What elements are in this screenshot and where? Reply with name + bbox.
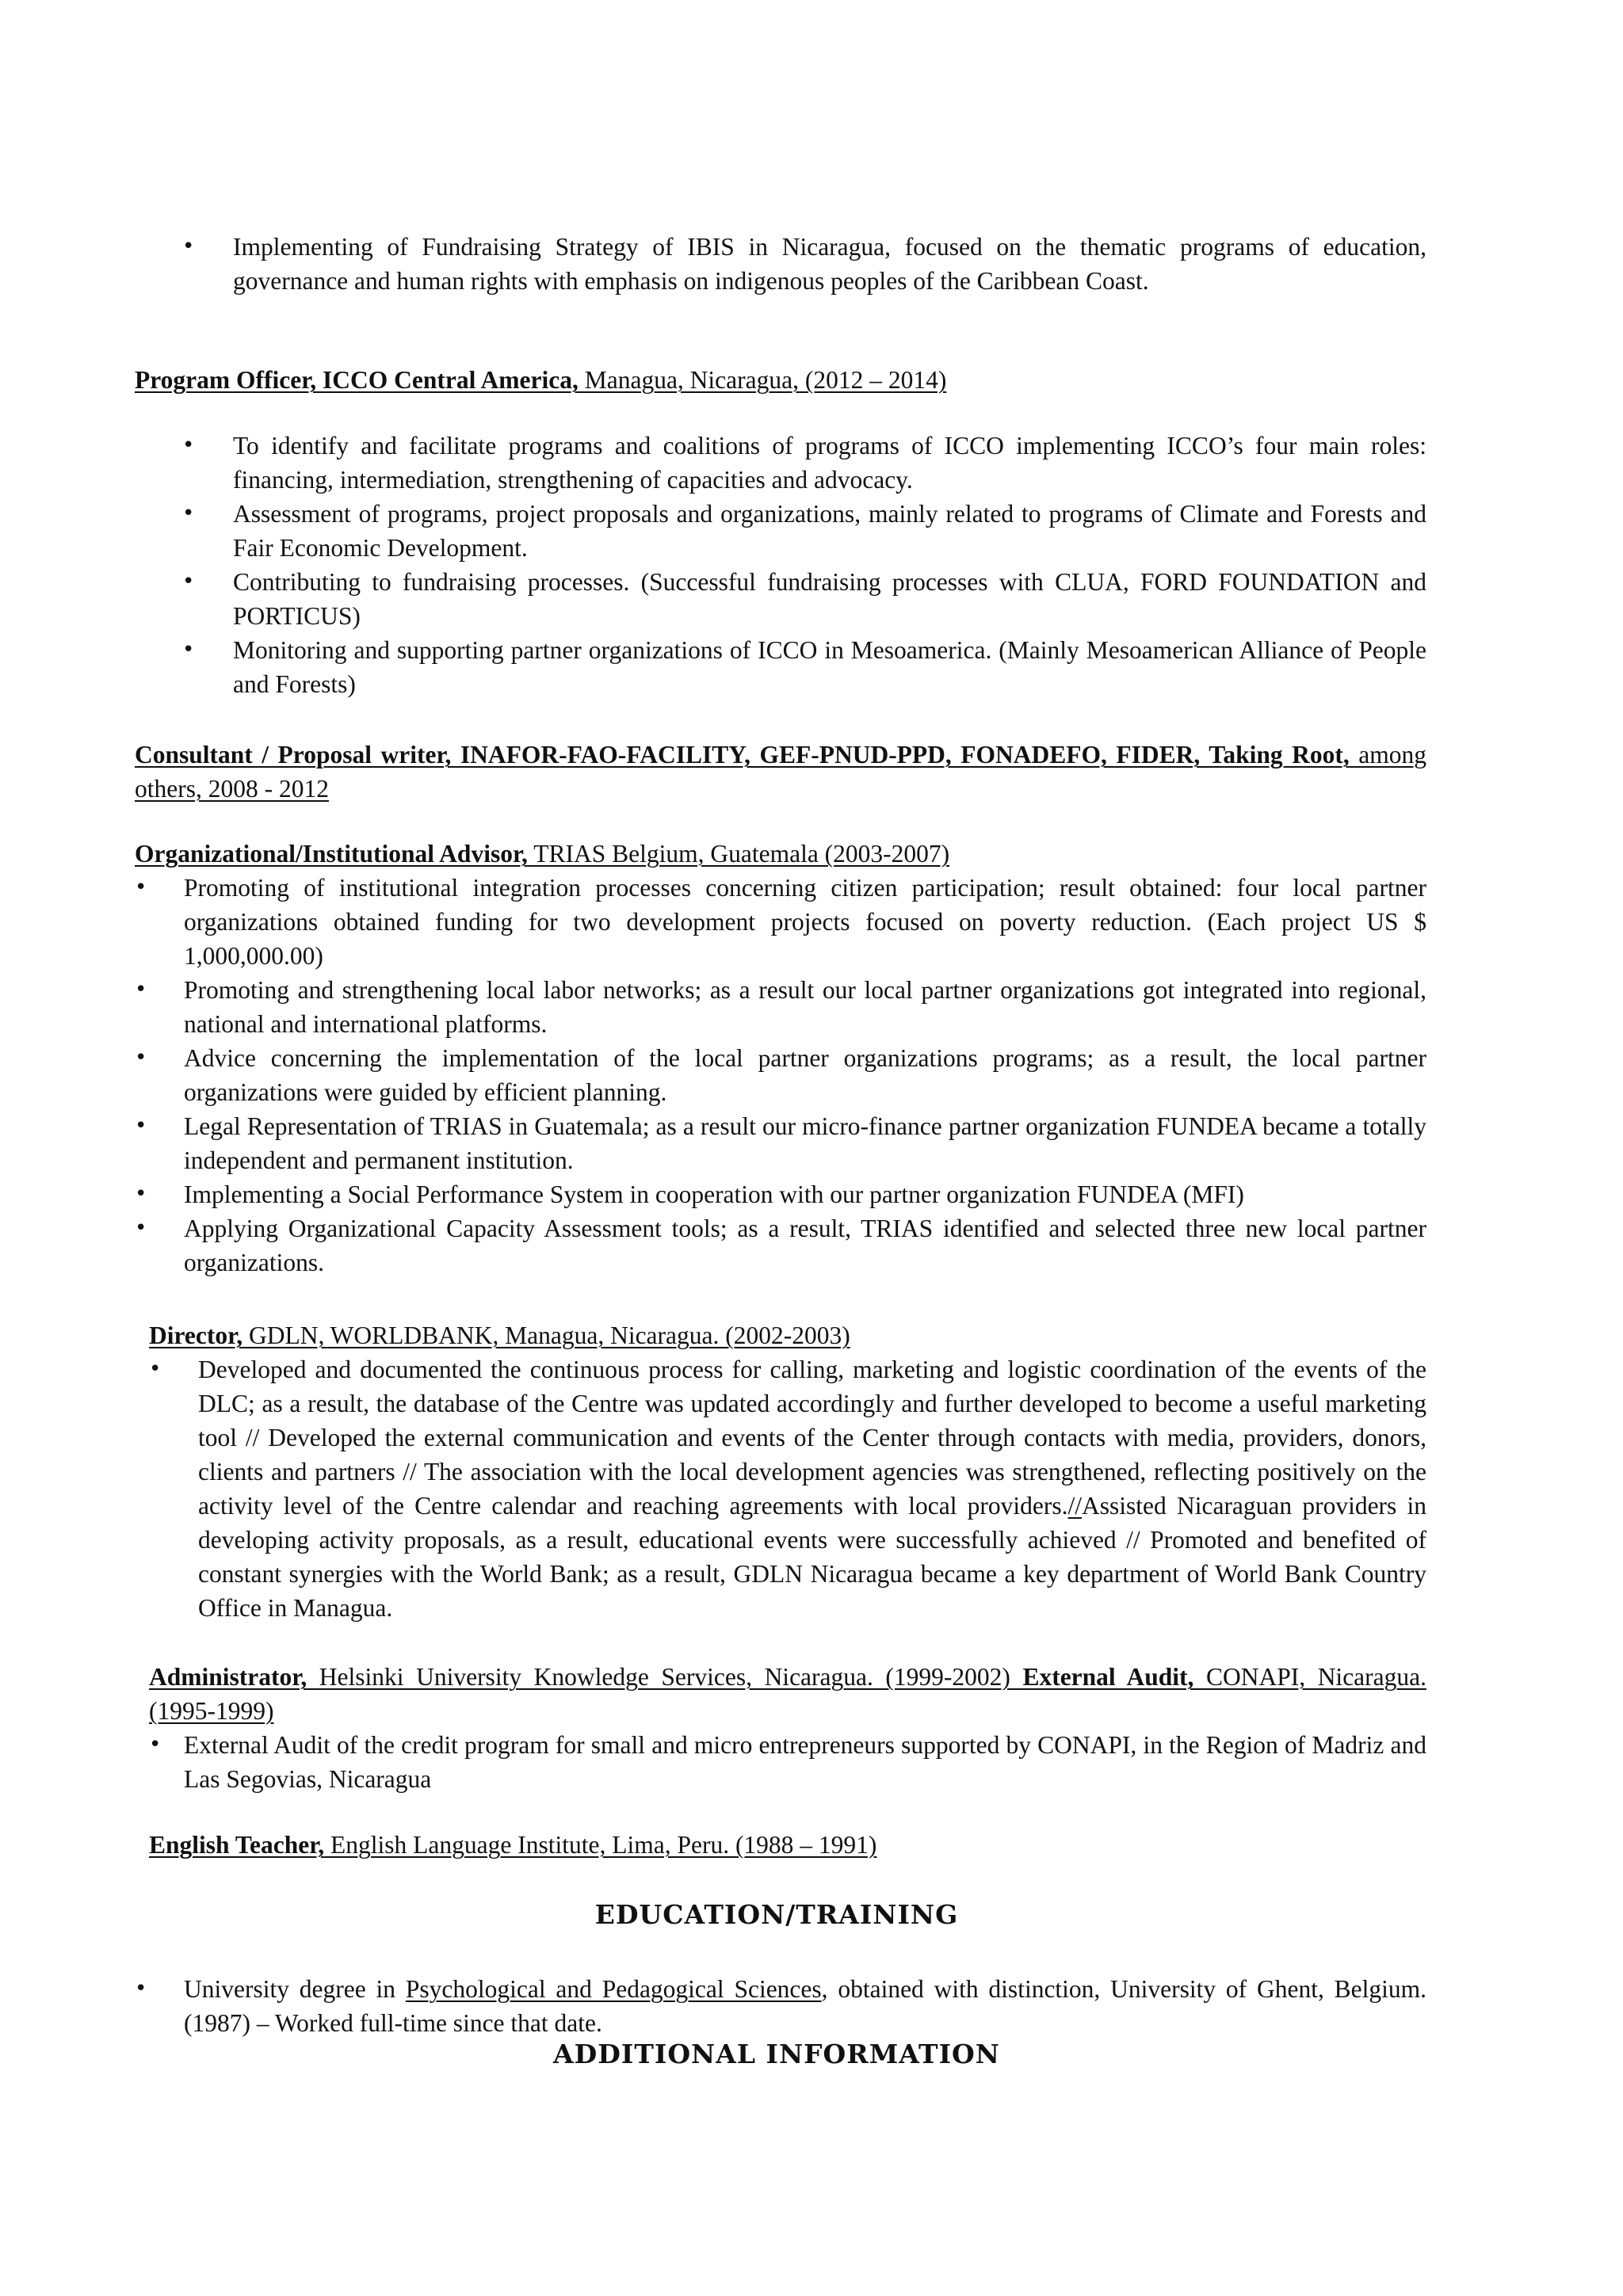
list-item-text: Contributing to fundraising processes. (Successful fundraising processes with CLUA, FORD FOUNDATION and PORTICUS)	[233, 568, 1426, 630]
list-item-text: Implementing a Social Performance System in cooperation with our partner organization FUNDEA (MFI)	[184, 1180, 1244, 1208]
teacher-title-line	[149, 1831, 876, 1859]
list-item	[135, 973, 1426, 1041]
bullet-icon: •	[149, 1733, 162, 1756]
bullet-icon: •	[182, 638, 195, 662]
list-item-text: Implementing of Fundraising Strategy of IBIS in Nicaragua, focused on the thematic programs of education, governance and human rights with emphasis on indigenous peoples of the Caribbean Coast.	[233, 233, 1426, 295]
director-location: GDLN, WORLDBANK, Managua, Nicaragua. (2002-2003)	[242, 1322, 850, 1349]
education-degree-link[interactable]: Psychological and Pedagogical Sciences	[405, 1975, 822, 2003]
fundraising-section	[135, 230, 1426, 298]
consultant-title	[135, 738, 1426, 806]
bullet-icon: •	[182, 570, 195, 593]
list-item	[135, 871, 1426, 973]
audit-location: CONAPI, Nicaragua. (1995-1999)	[149, 1663, 1426, 1725]
admin-role: Administrator,	[149, 1663, 307, 1691]
list-item	[135, 1041, 1426, 1109]
bullet-icon: •	[135, 1216, 147, 1240]
director-text-part2: Assisted Nicaraguan providers in developing activity proposals, as a result, educational events were successfully achieved // Promoted and benefited of constant synergies with the World Bank; as a result, GDLN Nicaragua became a key department of World Bank Country Office in Managua.	[198, 1492, 1426, 1622]
icco-list	[135, 429, 1426, 701]
list-item-text: Advice concerning the implementation of the local partner organizations programs; as a result, the local partner organizations were guided by efficient planning.	[184, 1044, 1426, 1106]
list-item-text: Monitoring and supporting partner organizations of ICCO in Mesoamerica. (Mainly Mesoamerican Alliance of People and Forests)	[233, 636, 1426, 698]
bullet-icon: •	[135, 1977, 147, 2000]
bullet-icon: •	[135, 1182, 147, 1206]
director-title-line	[149, 1322, 850, 1349]
bullet-icon: •	[182, 235, 195, 258]
director-list	[149, 1352, 1426, 1625]
bullet-icon: •	[182, 433, 195, 457]
icco-location: Managua, Nicaragua, (2012 – 2014)	[578, 366, 947, 394]
list-item	[135, 633, 1426, 701]
trias-title-line	[135, 840, 949, 868]
list-item	[135, 497, 1426, 565]
list-item	[135, 565, 1426, 633]
icco-title	[135, 363, 1426, 397]
bullet-icon: •	[135, 1114, 147, 1138]
teacher-role: English Teacher,	[149, 1831, 325, 1859]
list-item	[135, 1728, 1426, 1796]
director-section	[149, 1352, 1426, 1625]
education-text-pre: University degree in	[184, 1975, 406, 2003]
list-item	[135, 1109, 1426, 1177]
director-text-part1: Developed and documented the continuous process for calling, marketing and logistic coordination of the events of the DLC; as a result, the database of the Centre was updated accordingly and further developed to become a useful marketing tool // Developed the external communication and events of the Center through contacts with media, providers, donors, clients and partners // The association with the local development agencies was strengthened, reflecting positively on the activity level of the Centre calendar and reaching agreements with local providers.	[198, 1356, 1426, 1520]
list-item-text: To identify and facilitate programs and coalitions of programs of ICCO implementing ICCO’s four main roles: financing, intermediation, strengthening of capacities and advocacy.	[233, 432, 1426, 494]
admin-section	[135, 1728, 1426, 1796]
bullet-icon: •	[135, 875, 147, 899]
list-item	[135, 429, 1426, 497]
trias-role: Organizational/Institutional Advisor,	[135, 840, 528, 868]
trias-location: TRIAS Belgium, Guatemala (2003-2007)	[527, 840, 950, 868]
list-item-text: Promoting of institutional integration processes concerning citizen participation; result obtained: four local partner organizations obtained funding for two development projects focused on poverty reduction. (Each project US $ 1,000,000.00)	[184, 874, 1426, 970]
trias-title	[135, 837, 1426, 871]
education-heading: EDUCATION/TRAINING	[594, 1899, 959, 1930]
list-item	[135, 1211, 1426, 1280]
director-role: Director,	[149, 1322, 243, 1349]
admin-location: Helsinki University Knowledge Services, Nicaragua. (1999-2002)	[307, 1663, 1023, 1691]
list-item-text: Promoting and strengthening local labor networks; as a result our local partner organizations got integrated into regional, national and international platforms.	[184, 976, 1426, 1038]
teacher-location: English Language Institute, Lima, Peru. (1988 – 1991)	[324, 1831, 877, 1859]
consultant-role: Consultant / Proposal writer, INAFOR-FAO-FACILITY, GEF-PNUD-PPD, FONADEFO, FIDER, Taking Root,	[135, 741, 1350, 769]
list-item-text: Assessment of programs, project proposals and organizations, mainly related to programs of Climate and Forests and Fair Economic Development.	[233, 500, 1426, 562]
list-item	[135, 1177, 1426, 1211]
icco-title-line	[135, 366, 946, 394]
fundraising-list	[135, 230, 1426, 298]
consultant-period: among others, 2008 - 2012	[135, 741, 1426, 803]
list-item	[135, 1972, 1426, 2040]
list-item	[135, 230, 1426, 298]
bullet-icon: •	[135, 978, 147, 1001]
list-item-text: Legal Representation of TRIAS in Guatemala; as a result our micro-finance partner organization FUNDEA became a totally independent and permanent institution.	[184, 1112, 1426, 1174]
education-list	[135, 1972, 1426, 2040]
bullet-icon: •	[149, 1357, 162, 1381]
director-inline-link[interactable]: //	[1067, 1492, 1083, 1520]
audit-role: External Audit,	[1022, 1663, 1194, 1691]
admin-list	[135, 1728, 1426, 1796]
trias-section	[135, 871, 1426, 1280]
education-section	[135, 1972, 1426, 2040]
admin-title	[149, 1660, 1426, 1728]
additional-info-heading: ADDITIONAL INFORMATION	[553, 2039, 1000, 2069]
icco-role: Program Officer, ICCO Central America,	[135, 366, 579, 394]
list-item-text: Applying Organizational Capacity Assessment tools; as a result, TRIAS identified and selected three new local partner organizations.	[184, 1215, 1426, 1276]
list-item	[149, 1352, 1426, 1625]
trias-list	[135, 871, 1426, 1280]
bullet-icon: •	[182, 502, 195, 525]
director-title	[149, 1318, 1426, 1352]
bullet-icon: •	[135, 1046, 147, 1070]
icco-section	[135, 429, 1426, 701]
education-text-post: , obtained with distinction, University of Ghent, Belgium. (1987) – Worked full-time since that date.	[184, 1975, 1427, 2037]
teacher-title	[149, 1828, 1426, 1862]
list-item-text: External Audit of the credit program for small and micro entrepreneurs supported by CONAPI, in the Region of Madriz and Las Segovias, Nicaragua	[184, 1731, 1426, 1793]
